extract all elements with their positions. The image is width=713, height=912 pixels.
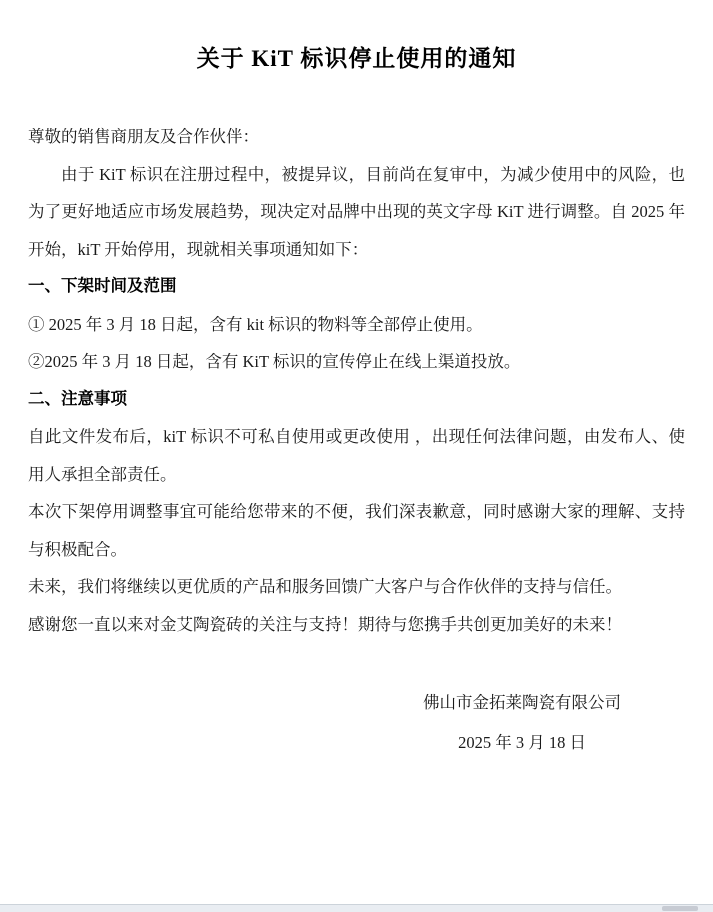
section2-paragraph-2: 本次下架停用调整事宜可能给您带来的不便，我们深表歉意，同时感谢大家的理解、支持与积极配合。 bbox=[28, 502, 685, 559]
horizontal-scrollbar[interactable] bbox=[0, 904, 713, 912]
intro-paragraph: 由于 KiT 标识在注册过程中，被提异议，目前尚在复审中，为减少使用中的风险，也为了更好地适应市场发展趋势，现决定对品牌中出现的英文字母 KiT 进行调整。自 2025 年开始，kiT 开始停用，现就相关事项通知如下： bbox=[28, 164, 685, 259]
scrollbar-thumb[interactable] bbox=[662, 906, 698, 911]
signature-company: 佛山市金拓莱陶瓷有限公司 bbox=[423, 693, 621, 712]
document-body bbox=[28, 118, 685, 763]
greeting-line: 尊敬的销售商朋友及合作伙伴： bbox=[28, 127, 259, 146]
section2-heading: 二、注意事项 bbox=[28, 389, 127, 408]
signature-block bbox=[417, 683, 627, 763]
section1-item-1: ① 2025 年 3 月 18 日起，含有 kit 标识的物料等全部停止使用。 bbox=[28, 314, 483, 334]
section1-item-2: ②2025 年 3 月 18 日起，含有 KiT 标识的宣传停止在线上渠道投放。 bbox=[28, 352, 521, 371]
document-title: 关于 KiT 标识停止使用的通知 bbox=[196, 46, 517, 71]
section2-paragraph-4: 感谢您一直以来对金艾陶瓷砖的关注与支持！期待与您携手共创更加美好的未来！ bbox=[28, 614, 622, 634]
section1-heading: 一、下架时间及范围 bbox=[28, 277, 177, 295]
section2-paragraph-3: 未来，我们将继续以更优质的产品和服务回馈广大客户与合作伙伴的支持与信任。 bbox=[28, 577, 622, 596]
section2-paragraph-1: 自此文件发布后，kiT 标识不可私自使用或更改使用 ，出现任何法律问题，由发布人、使用人承担全部责任。 bbox=[28, 427, 685, 484]
signature-date: 2025 年 3 月 18 日 bbox=[458, 733, 586, 752]
document-page bbox=[0, 44, 713, 763]
